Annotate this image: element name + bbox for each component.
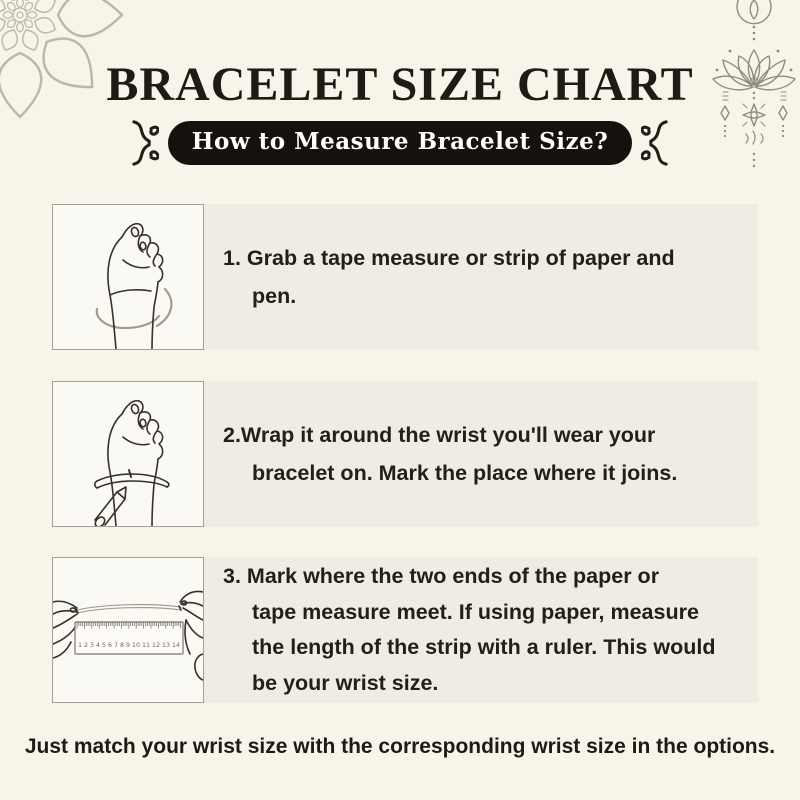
- subtitle-badge: How to Measure Bracelet Size?: [168, 121, 632, 165]
- step-row-3: [52, 557, 758, 703]
- subtitle-badge-row: [0, 119, 800, 167]
- step-text-line: 2.Wrap it around the wrist you'll wear your: [223, 423, 656, 447]
- step-1-illustration: [52, 204, 204, 350]
- hand-wrapped-wrist-with-pen-icon: [53, 382, 203, 526]
- step-3-illustration: [52, 557, 204, 703]
- step-row-1: [52, 204, 758, 350]
- step-3-text: [204, 557, 758, 703]
- hands-measuring-with-ruler-icon: [53, 558, 203, 702]
- flourish-left-icon: [124, 120, 159, 166]
- step-text-line: pen.: [252, 284, 297, 308]
- step-text-line: 1. Grab a tape measure or strip of paper and: [223, 246, 675, 270]
- step-text-line: the length of the strip with a ruler. This would: [252, 635, 716, 659]
- footer-note: Just match your wrist size with the corresponding wrist size in the options.: [24, 735, 776, 758]
- page-title: BRACELET SIZE CHART: [106, 58, 694, 111]
- step-1-text: [204, 204, 758, 350]
- step-text-line: tape measure meet. If using paper, measure: [252, 599, 699, 624]
- step-2-illustration: [52, 381, 204, 527]
- step-row-2: [52, 381, 758, 527]
- step-2-text: [204, 381, 758, 527]
- step-text-line: bracelet on. Mark the place where it joins.: [252, 461, 678, 485]
- step-text-line: 3. Mark where the two ends of the paper or: [223, 564, 660, 588]
- ruler-numbers: 1 2 3 4 5 6 7 8 9 10 11 12 13 14: [78, 642, 181, 649]
- step-text-line: be your wrist size.: [252, 670, 439, 695]
- hand-with-string-loop-icon: [53, 205, 203, 349]
- flourish-right-icon: [641, 120, 676, 166]
